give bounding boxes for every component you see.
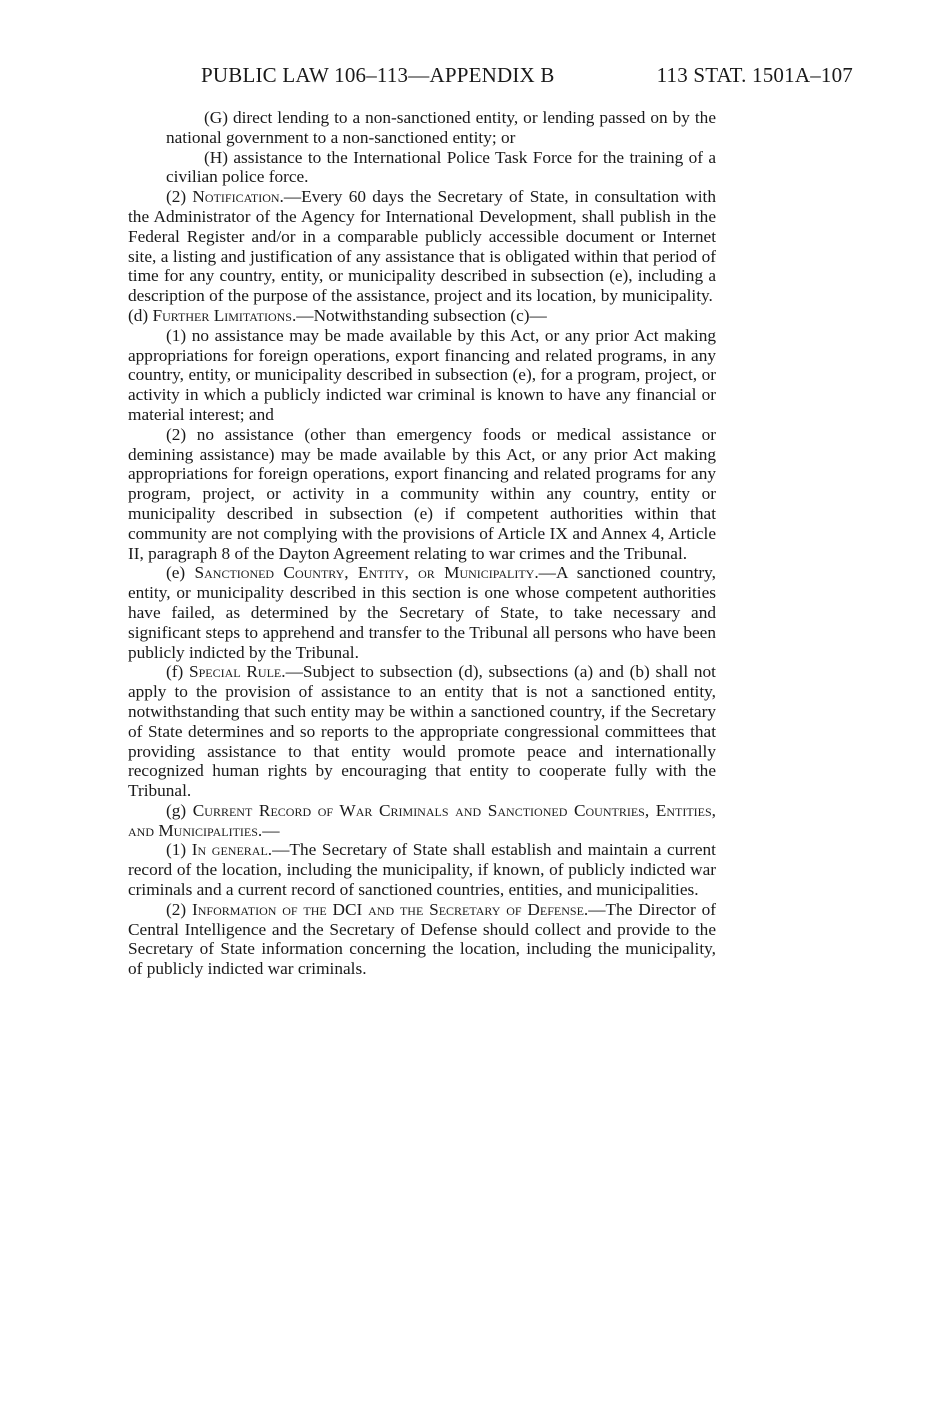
paragraph-label: (d) [128, 305, 153, 325]
paragraph-sanctioned-country [128, 563, 716, 662]
paragraph-text: — [262, 820, 280, 840]
paragraph-text: (1) no assistance may be made available by this Act, or any prior Act making appropriations for foreign operations, export financing and related programs, in any country, entity, or municipality described in subsection (e), for a program, project, or activity in which a publicly indicted war criminal is known to have any financial or material interest; and [128, 325, 716, 424]
paragraph-in-general [128, 840, 716, 899]
paragraph-d1 [128, 326, 716, 425]
paragraph-notification [128, 187, 716, 306]
paragraph-heading: Sanctioned Country, Entity, or Municipality. [194, 563, 539, 583]
paragraph-label: (g) [166, 800, 193, 820]
paragraph-text: —Every 60 days the Secretary of State, in consultation with the Administrator of the Agency for International Development, shall publish in the Federal Register and/or in a comparable publicly accessible document or Internet site, a listing and justification of any assistance that is obligated within that period of time for any country, entity, or municipality described in subsection (e), including a description of the purpose of the assistance, project and its location, by municipality. [128, 187, 716, 306]
header-stat-citation: 113 STAT. 1501A–107 [656, 63, 853, 87]
paragraph-heading: In general. [191, 840, 273, 860]
paragraph-current-record [128, 801, 716, 841]
page-body [128, 108, 716, 979]
paragraph-heading: Current Record of War Criminals and Sanctioned Countries, Entities, and Municipalities. [128, 800, 716, 840]
paragraph-subclause-h [128, 148, 716, 188]
paragraph-heading: Information of the DCI and the Secretary of Defense. [191, 899, 589, 919]
header-law-title: PUBLIC LAW 106–113—APPENDIX B [201, 63, 555, 87]
paragraph-heading: Notification. [192, 187, 284, 207]
paragraph-text: —Notwithstanding subsection (c)— [296, 305, 547, 325]
page-header [201, 60, 853, 90]
paragraph-text: —A sanctioned country, entity, or municipality described in this section is one whose competent authorities have failed, as determined by the Secretary of State, to take necessary and significant steps to apprehend and transfer to the Tribunal all persons who have been publicly indicted by the Tribunal. [128, 563, 716, 662]
paragraph-label: (e) [166, 563, 195, 583]
paragraph-label: (f) [166, 662, 190, 682]
paragraph-information-dci [128, 900, 716, 979]
paragraph-text: (G) direct lending to a non-sanctioned entity, or lending passed on by the national government to a non-sanctioned entity; or [166, 108, 716, 147]
paragraph-subclause-g [128, 108, 716, 148]
paragraph-label: (2) [166, 899, 192, 919]
paragraph-text: (2) no assistance (other than emergency foods or medical assistance or demining assistance) may be made available by this Act, or any prior Act making appropriations for foreign operations, export financing and related programs for any program, project, or activity in a community within any country, entity or municipality described in subsection (e) if competent authorities within that community are not complying with the provisions of Article IX and Annex 4, Article II, paragraph 8 of the Dayton Agreement relating to war crimes and the Tribunal. [128, 424, 716, 563]
paragraph-heading: Special Rule. [189, 662, 286, 682]
paragraph-text: —The Director of Central Intelligence and the Secretary of Defense should collect and provide to the Secretary of State information concerning the location, including the municipality, of publicly indicted war criminals. [128, 899, 716, 979]
paragraph-text: (H) assistance to the International Police Task Force for the training of a civilian police force. [166, 147, 716, 187]
paragraph-text: —Subject to subsection (d), subsections (a) and (b) shall not apply to the provision of assistance to an entity that is not a sanctioned entity, notwithstanding that such entity may be within a sanctioned country, if the Secretary of State determines and so reports to the appropriate congressional committees that providing assistance to that entity would promote peace and internationally recognized human rights by encouraging that entity to cooperate fully with the Tribunal. [128, 662, 716, 801]
paragraph-label: (2) [166, 187, 193, 207]
paragraph-further-limitations [128, 306, 716, 326]
paragraph-special-rule [128, 662, 716, 801]
paragraph-label: (1) [166, 840, 192, 860]
paragraph-d2 [128, 425, 716, 564]
paragraph-text: —The Secretary of State shall establish and maintain a current record of the location, including the municipality, if known, of publicly indicted war criminals and a current record of sanctioned countries, entities, and municipalities. [128, 840, 716, 900]
paragraph-heading: Further Limitations. [152, 305, 297, 325]
